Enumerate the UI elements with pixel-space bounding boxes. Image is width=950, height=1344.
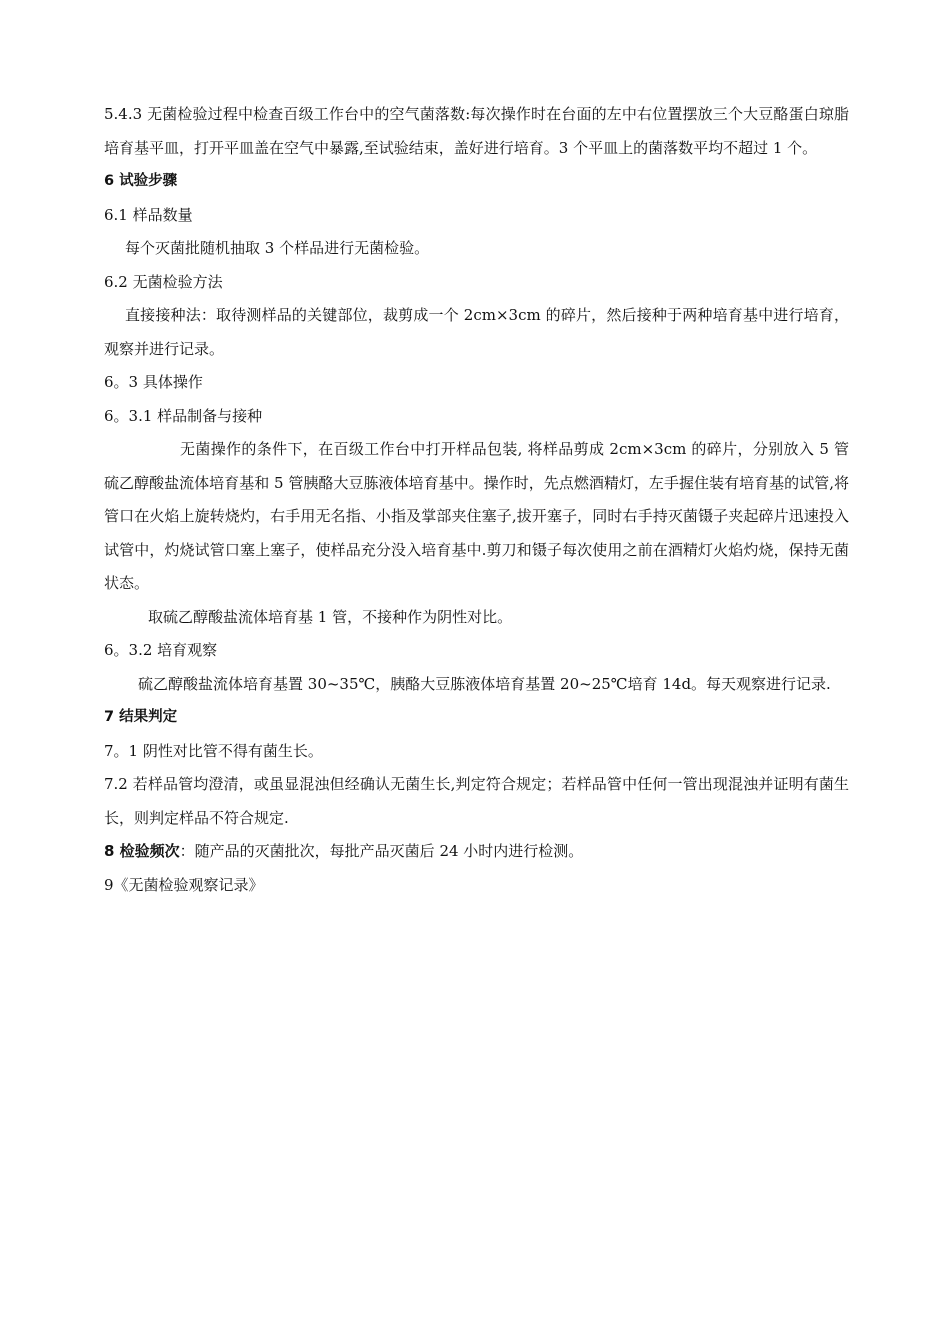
heading-6-3-2-observation: 6。3.2 培育观察 (104, 641, 218, 659)
frequency-label: 8 检验频次 (104, 842, 180, 860)
heading-6-3-1-preparation: 6。3.1 样品制备与接种 (104, 406, 263, 425)
paragraph-5-4-3: 5.4.3 无菌检验过程中检查百级工作台中的空气菌落数:每次操作时在台面的左中右位置摆放三个大豆酪蛋白琼脂培育基平皿，打开平皿盖在空气中暴露,至试验结束，盖好进行培育。3 个平皿上的菌落数平均不超过 1 个。 (104, 105, 849, 157)
document-body (104, 98, 849, 902)
paragraph-6-3-2: 硫乙醇酸盐流体培育基置 30~35℃，胰酪大豆胨液体培育基置 20~25℃培育 14d。每天观察进行记录. (138, 674, 831, 693)
heading-6-1-sample-quantity: 6.1 样品数量 (104, 205, 193, 224)
paragraph-6-2: 直接接种法：取待测样品的关键部位，裁剪成一个 2cm×3cm 的碎片，然后接种于两种培育基中进行培育，观察并进行记录。 (104, 306, 849, 358)
frequency-text: ：随产品的灭菌批次，每批产品灭菌后 24 小时内进行检测。 (179, 842, 584, 860)
paragraph-6-3-1-b: 取硫乙醇酸盐流体培育基 1 管，不接种作为阴性对比。 (148, 607, 513, 626)
paragraph-6-3-1-a: 无菌操作的条件下，在百级工作台中打开样品包装, 将样品剪成 2cm×3cm 的碎片，分别放入 5 管硫乙醇酸盐流体培育基和 5 管胰酪大豆胨液体培育基中。操作时，先点燃酒精灯，左手握住装有培育基的试管,将管口在火焰上旋转烧灼，右手用无名指、小指及掌部夹住塞子,拔开塞子，同时右手持灭菌镊子夹起碎片迅速投入试管中，灼烧试管口塞上塞子，使样品充分没入培育基中.剪刀和镊子每次使用之前在酒精灯火焰灼烧，保持无菌状态。 (104, 440, 849, 592)
heading-6-3-operation: 6。3 具体操作 (104, 373, 203, 391)
heading-6-test-steps: 6 试验步骤 (104, 173, 178, 189)
heading-6-2-method: 6.2 无菌检验方法 (104, 272, 223, 291)
paragraph-7-1: 7。1 阴性对比管不得有菌生长。 (104, 741, 323, 760)
paragraph-6-1: 每个灭菌批随机抽取 3 个样品进行无菌检验。 (125, 239, 430, 257)
paragraph-8-frequency (104, 835, 849, 869)
paragraph-7-2: 7.2 若样品管均澄清，或虽显混浊但经确认无菌生长,判定符合规定；若样品管中任何一管出现混浊并证明有菌生长，则判定样品不符合规定. (104, 775, 849, 827)
paragraph-9-record: 9《无菌检验观察记录》 (104, 875, 264, 894)
heading-7-result: 7 结果判定 (104, 709, 178, 725)
